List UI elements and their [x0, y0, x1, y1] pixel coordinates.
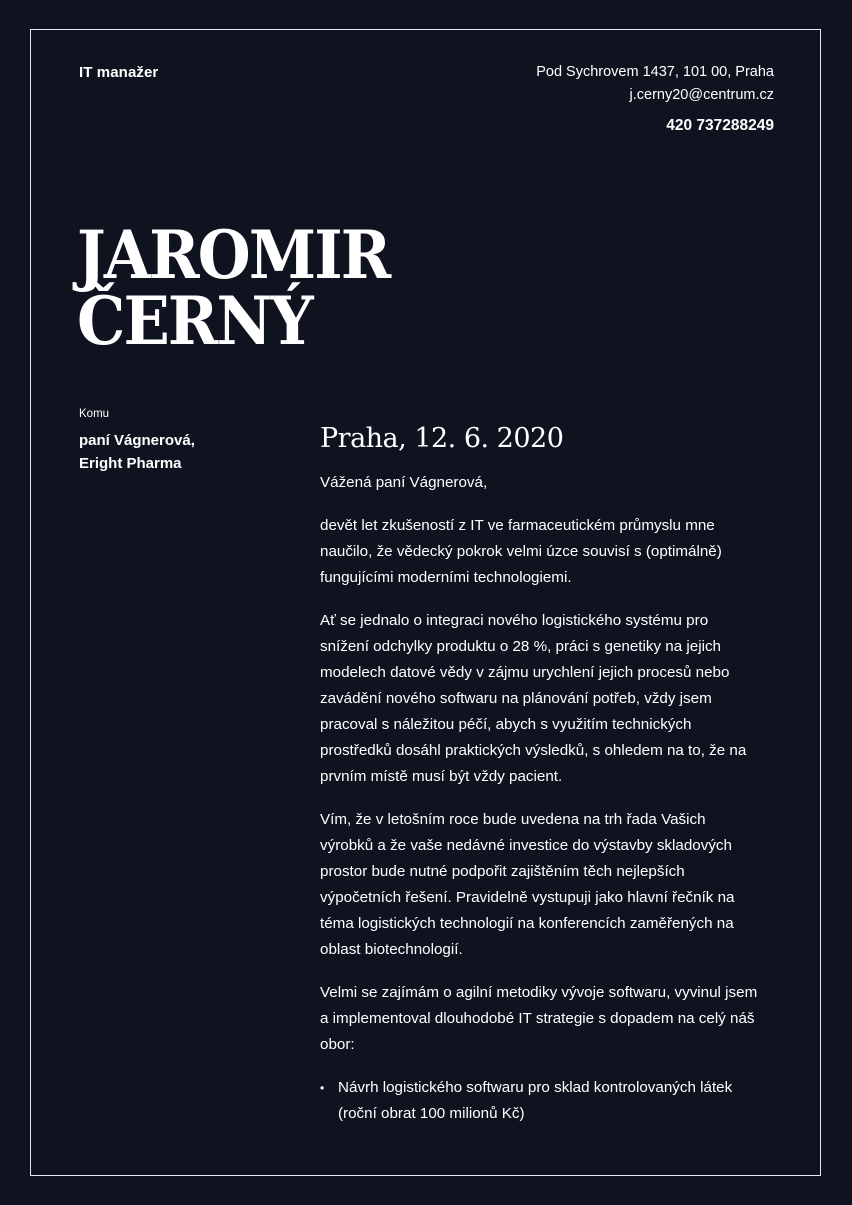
letter-body	[320, 423, 760, 1127]
address: Pod Sychrovem 1437, 101 00, Praha	[536, 64, 774, 80]
first-name: JAROMIR	[77, 216, 390, 294]
recipient-label: Komu	[79, 408, 110, 420]
paragraph: devět let zkušeností z IT ve farmaceutickém průmyslu mne naučilo, že vědecký pokrok velmi úzce souvisí s (optimálně) fungujícími moderními technologiemi.	[320, 517, 722, 586]
letter-date: Praha, 12. 6. 2020	[320, 423, 564, 454]
paragraph: Vím, že v letošním roce bude uvedena na trh řada Vašich výrobků a že vaše nedávné investice do výstavby skladových prostor bude nutné podpořit zajištěním těch nejlepších výpočetních řešení. Pravidelně vystupuji jako hlavní řečník na téma logistických technologií na konferencích zaměřených na oblast biotechnologií.	[320, 811, 735, 958]
email[interactable]: j.cerny20@centrum.cz	[629, 87, 774, 103]
recipient-name: paní Vágnerová,	[79, 432, 195, 449]
recipient-block	[79, 408, 195, 475]
salutation: Vážená paní Vágnerová,	[320, 474, 488, 491]
contact-block	[536, 61, 774, 135]
last-name: ČERNÝ	[77, 282, 312, 360]
paragraph: Ať se jednalo o integraci nového logistického systému pro snížení odchylky produktu o 28 %, práci s genetiky na jejich modelech datové vědy v zájmu urychlení jejich procesů nebo zavádění nového softwaru na plánování potřeb, vždy jsem pracoval s náležitou péčí, abych s využitím technických prostředků dosáhl praktických výsledků, s ohledem na to, že na prvním místě musí být vždy pacient.	[320, 612, 747, 785]
paragraph: Velmi se zajímám o agilní metodiky vývoje softwaru, vyvinul jsem a implementoval dlouhodobé IT strategie s dopadem na celý náš obor:	[320, 984, 758, 1053]
job-title: IT manažer	[79, 64, 159, 81]
applicant-name	[77, 216, 390, 360]
list-item: • Návrh logistického softwaru pro sklad kontrolovaných látek (roční obrat 100 milionů Kč)	[320, 1075, 760, 1127]
recipient-company: Eright Pharma	[79, 455, 182, 472]
achievement-list	[320, 1075, 760, 1127]
phone[interactable]: 420 737288249	[666, 117, 774, 134]
